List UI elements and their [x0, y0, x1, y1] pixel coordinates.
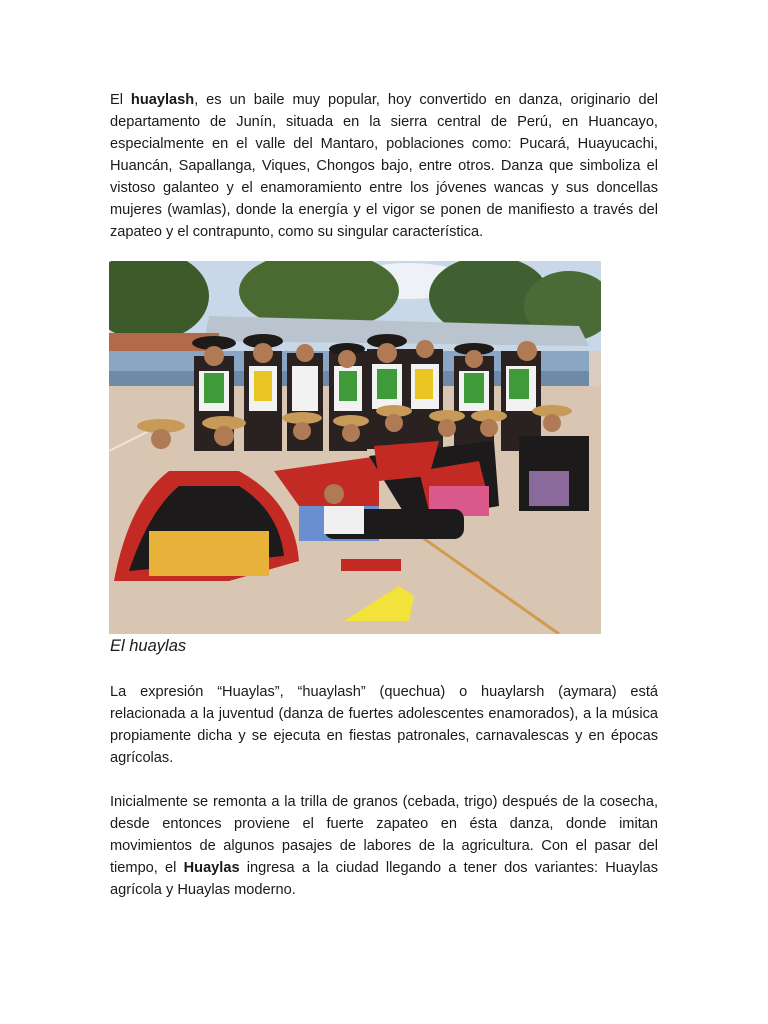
photo-caption: El huaylas [110, 637, 187, 655]
paragraph-intro [110, 89, 658, 243]
term-huaylas: Huaylas [183, 860, 240, 876]
paragraph-intro-rest: , es un baile muy popular, hoy convertido en danza, originario del departamento de Junín, situada en la sierra central de Perú, en Huancayo, especialmente en el valle del Mantaro, poblaciones como: Pucará, Huayucachi, Huancán, Sapallanga, Viques, Chongos bajo, entre otros. Danza que simboliza el vistoso galanteo y el enamoramiento entre los jóvenes wancas y sus doncellas mujeres (wamlas), donde la energía y el vigor se ponen de manifiesto a través del zapateo y el contrapunto, como su singular característica. [110, 92, 658, 240]
paragraph-origin-rest: ingresa a la ciudad llegando a tener dos variantes: Huaylas agrícola y Huaylas moderno. [110, 860, 658, 898]
paragraph-origin [110, 791, 658, 901]
paragraph-intro-lead: El [110, 92, 131, 108]
dancers-photo [109, 261, 601, 634]
paragraph-origin-lead: Inicialmente se remonta a la trilla de granos (cebada, trigo) después de la cosecha, desde entonces proviene el fuerte zapateo en ésta danza, donde imitan movimientos de algunos pasajes de labores de la agricultura. Con el pasar del tiempo, el [110, 794, 658, 876]
term-huaylash: huaylash [130, 92, 195, 108]
paragraph-expression: La expresión “Huaylas”, “huaylash” (quechua) o huaylarsh (aymara) está relacionada a la juventud (danza de fuertes adolescentes enamorados), a la música propiamente dicha y se ejecuta en fiestas patronales, carnavalescas y en épocas agrícolas. [110, 684, 658, 766]
